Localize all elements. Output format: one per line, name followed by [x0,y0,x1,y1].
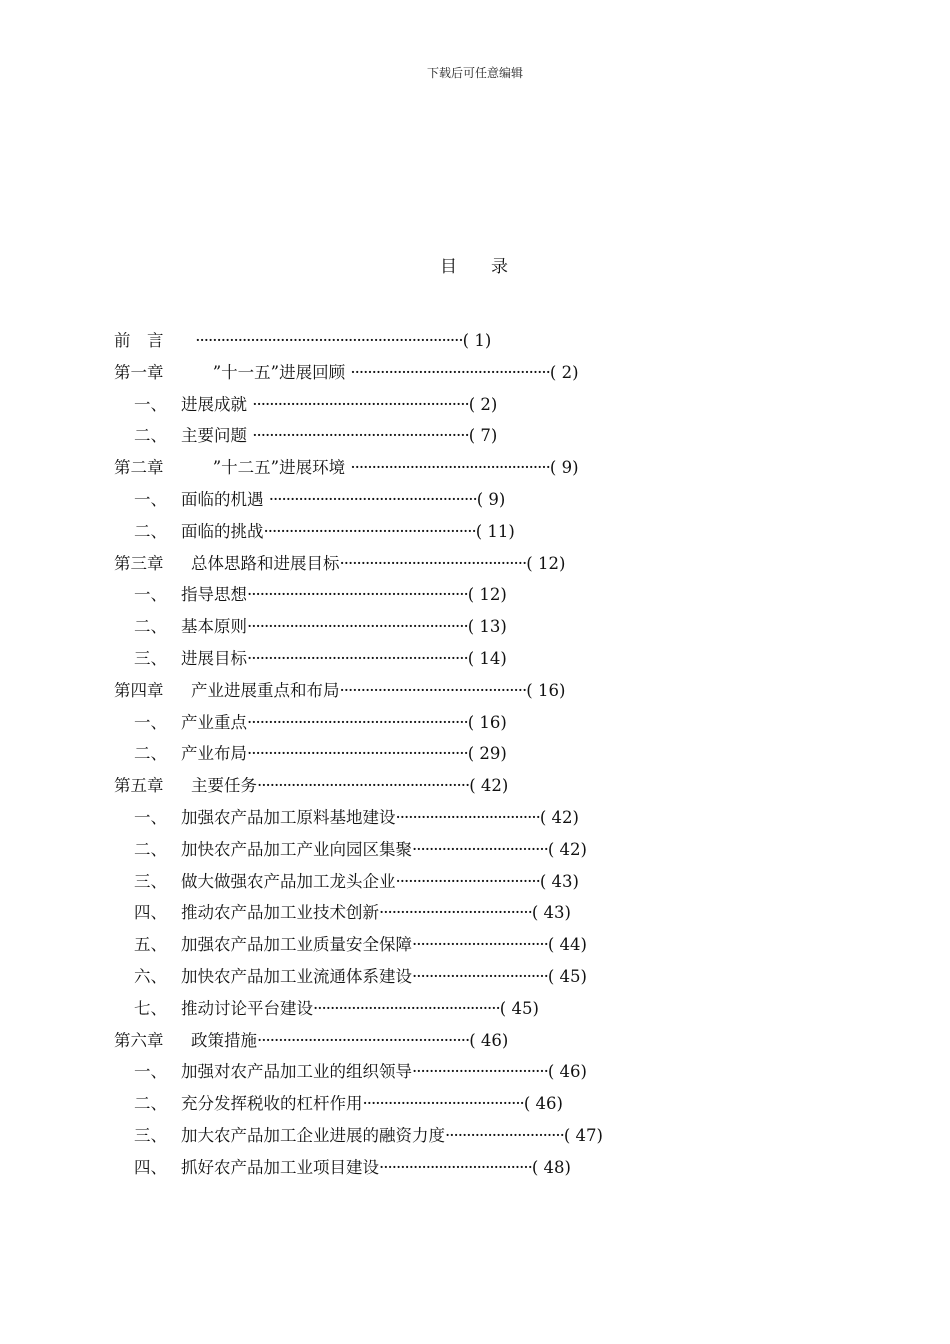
toc-entry-page: ( 1) [462,331,492,350]
toc-entry[interactable] [114,487,694,519]
toc-entry-number: 二、 [134,521,167,541]
toc-entry-label: 进展成就 [181,394,253,414]
toc-entry-number: 六、 [134,966,167,986]
toc-entry-number: 前 言 [114,331,164,350]
toc-entry-label: 推动讨论平台建设 [181,998,313,1018]
toc-title [0,252,950,277]
toc-entry[interactable] [114,646,694,678]
toc-entry-leader: ················································· [268,489,477,509]
toc-entry-label: 面临的机遇 [181,489,269,509]
toc-entry-label: 产业布局 [181,744,247,764]
toc-entry-number: 二、 [134,426,167,446]
toc-entry-label: 指导思想 [181,585,247,605]
toc-entry-page: ( 9) [549,458,579,478]
toc-entry-leader: ············································ [339,553,527,573]
toc-entry[interactable] [114,773,694,805]
toc-entry-label: 加强对农产品加工业的组织领导 [181,1062,412,1082]
toc-entry-number: 第五章 [114,776,164,796]
toc-entry-number: 四、 [134,903,167,923]
toc-entry-page: ( 42) [547,839,587,859]
toc-entry-leader: ··············································· [350,362,550,382]
toc-entry-label: 加快农产品加工业流通体系建设 [181,966,412,986]
toc-entry[interactable] [114,869,694,901]
toc-entry-label: 加大农产品加工企业进展的融资力度 [181,1125,445,1145]
toc-entry-leader: ···················································· [247,617,468,637]
toc-entry-page: ( 9) [476,489,506,509]
toc-entry-number: 三、 [134,648,167,668]
toc-entry[interactable] [114,1028,694,1060]
toc-entry-leader: ······································ [362,1094,524,1114]
toc-entry-page: ( 29) [467,744,507,764]
toc-entry-page: ( 16) [467,712,507,732]
toc-entry-number: 第一章 [114,362,164,382]
toc-entry-leader: ··············································· [350,458,550,478]
toc-entry-page: ( 2) [468,394,498,414]
toc-entry-page: ( 16) [526,680,566,700]
toc-entry-page: ( 13) [467,617,507,637]
toc-entry-label: 基本原则 [181,617,247,637]
toc-title-right: 录 [491,257,510,277]
toc-entry-leader: ···················································· [247,712,468,732]
table-of-contents [114,328,694,1187]
toc-entry[interactable] [114,900,694,932]
toc-entry-label: 加强农产品加工原料基地建设 [181,807,396,827]
toc-entry-number: 五、 [134,935,167,955]
toc-entry-leader: ············································ [313,998,500,1018]
toc-entry-leader: ··················································· [252,394,469,414]
toc-entry-label: 产业重点 [181,712,247,732]
toc-entry[interactable] [114,423,694,455]
toc-entry-page: ( 44) [547,935,587,955]
toc-entry-label: 总体思路和进展目标 [191,553,340,573]
toc-entry-number: 一、 [134,394,167,414]
toc-entry[interactable] [114,1091,694,1123]
toc-entry-leader: ································ [412,839,548,859]
toc-entry-leader: ···························· [445,1125,564,1145]
toc-entry-page: ( 43) [531,903,571,923]
toc-entry[interactable] [114,996,694,1028]
toc-entry[interactable] [114,837,694,869]
toc-entry[interactable] [114,455,694,487]
toc-entry[interactable] [114,614,694,646]
toc-entry-label: ”十一五”进展回顾 [191,362,351,382]
toc-entry-number: 二、 [134,744,167,764]
toc-entry-label: 抓好农产品加工业项目建设 [181,1157,379,1177]
toc-entry-label: 面临的挑战 [181,521,264,541]
toc-entry-leader: ······························································· [191,331,463,350]
toc-entry-number: 一、 [134,489,167,509]
toc-entry[interactable] [114,392,694,424]
page-header-note: 下载后可任意编辑 [426,66,523,80]
toc-entry-page: ( 7) [468,426,498,446]
toc-entry-leader: ·················································· [257,776,470,796]
toc-entry-page: ( 12) [467,585,507,605]
toc-entry-leader: ··················································· [252,426,469,446]
toc-entry[interactable] [114,710,694,742]
toc-title-left: 目 [440,257,459,277]
toc-entry-leader: ·································· [395,871,540,891]
toc-entry-leader: ································ [412,1062,548,1082]
toc-entry[interactable] [114,1123,694,1155]
toc-entry-label: 加强农产品加工业质量安全保障 [181,935,412,955]
toc-entry-label: 加快农产品加工产业向园区集聚 [181,839,412,859]
toc-entry-number: 三、 [134,871,167,891]
toc-entry-number: 第六章 [114,1030,164,1050]
toc-entry-label: 政策措施 [191,1030,257,1050]
toc-entry[interactable] [114,741,694,773]
toc-entry-number: 一、 [134,712,167,732]
toc-entry-leader: ···································· [379,903,532,923]
toc-entry-label: ”十二五”进展环境 [191,458,351,478]
toc-entry-page: ( 46) [523,1094,563,1114]
toc-entry[interactable] [114,1059,694,1091]
toc-entry-number: 第二章 [114,458,164,478]
toc-entry[interactable] [114,551,694,583]
toc-entry-page: ( 45) [499,998,539,1018]
toc-entry-page: ( 12) [526,553,566,573]
toc-entry-leader: ···················································· [247,648,468,668]
toc-entry-leader: ···················································· [247,744,468,764]
toc-entry-page: ( 46) [547,1062,587,1082]
toc-entry[interactable] [114,805,694,837]
toc-entry[interactable] [114,328,694,360]
toc-entry[interactable] [114,360,694,392]
toc-entry-leader: ································ [412,966,548,986]
toc-entry-leader: ·································· [395,807,540,827]
toc-entry[interactable] [114,964,694,996]
toc-entry-label: 主要问题 [181,426,253,446]
toc-entry-number: 一、 [134,1062,167,1082]
toc-entry-label: 产业进展重点和布局 [191,680,340,700]
toc-entry-page: ( 42) [539,807,579,827]
toc-entry-number: 三、 [134,1125,167,1145]
toc-entry-leader: ·················································· [263,521,476,541]
toc-entry-page: ( 2) [549,362,579,382]
toc-entry-page: ( 45) [547,966,587,986]
toc-entry-page: ( 11) [475,521,515,541]
toc-entry[interactable] [114,582,694,614]
toc-entry-number: 二、 [134,1094,167,1114]
toc-entry-page: ( 14) [467,648,507,668]
toc-entry-leader: ·················································· [257,1030,470,1050]
toc-entry[interactable] [114,678,694,710]
toc-entry-number: 二、 [134,617,167,637]
toc-entry-number: 一、 [134,585,167,605]
toc-entry-number: 四、 [134,1157,167,1177]
toc-entry-label: 进展目标 [181,648,247,668]
toc-entry-number: 二、 [134,839,167,859]
toc-entry-page: ( 48) [531,1157,571,1177]
toc-entry-label: 推动农产品加工业技术创新 [181,903,379,923]
toc-entry-leader: ············································ [339,680,527,700]
toc-entry-page: ( 47) [563,1125,603,1145]
toc-entry[interactable] [114,1155,694,1187]
toc-entry-leader: ···································· [379,1157,532,1177]
toc-entry-number: 第三章 [114,553,164,573]
toc-entry-leader: ································ [412,935,548,955]
toc-entry-label: 主要任务 [191,776,257,796]
toc-entry-page: ( 46) [469,1030,509,1050]
toc-entry-number: 一、 [134,807,167,827]
toc-entry[interactable] [114,932,694,964]
toc-entry-number: 七、 [134,998,167,1018]
toc-entry-label: 做大做强农产品加工龙头企业 [181,871,396,891]
toc-entry[interactable] [114,519,694,551]
toc-entry-page: ( 42) [469,776,509,796]
toc-entry-page: ( 43) [539,871,579,891]
toc-entry-label: 充分发挥税收的杠杆作用 [181,1094,363,1114]
toc-entry-leader: ···················································· [247,585,468,605]
toc-entry-number: 第四章 [114,680,164,700]
